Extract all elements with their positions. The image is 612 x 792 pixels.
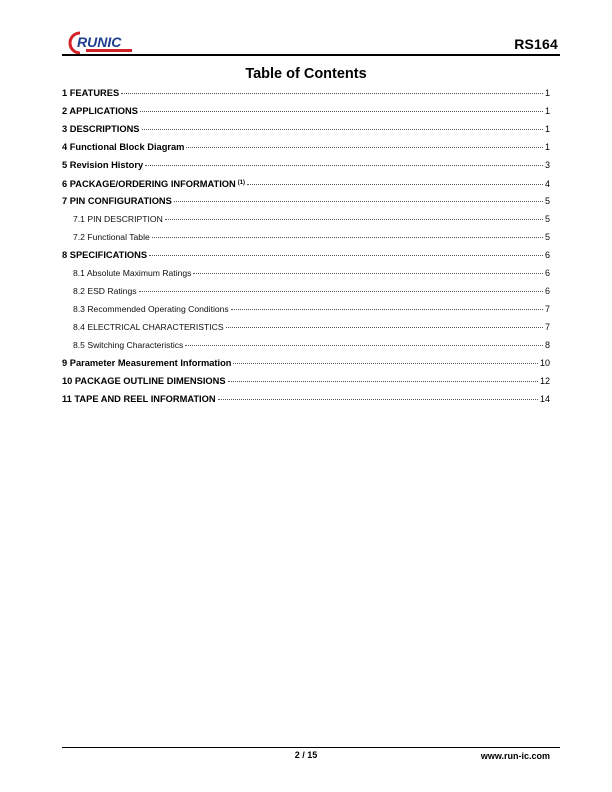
part-number: RS164 bbox=[514, 36, 558, 52]
toc-entry-label bbox=[62, 192, 172, 210]
runic-logo-graphic bbox=[66, 30, 136, 56]
toc-entry-label bbox=[73, 300, 229, 318]
toc-entry-text: 1 FEATURES bbox=[62, 88, 120, 98]
toc-entry-page: 5 bbox=[544, 196, 550, 206]
toc-entry[interactable] bbox=[62, 390, 550, 408]
dot-leader bbox=[193, 273, 543, 274]
toc-entry-text: 7.2 Functional Table bbox=[73, 232, 150, 242]
toc-entry-text: 10 PACKAGE OUTLINE DIMENSIONS bbox=[62, 376, 226, 386]
toc-entry-page: 7 bbox=[544, 322, 550, 332]
toc-entry-text: 8.4 ELECTRICAL CHARACTERISTICS bbox=[73, 322, 224, 332]
toc-entry-page: 10 bbox=[539, 358, 550, 368]
toc-entry-page: 1 bbox=[544, 142, 550, 152]
toc-entry[interactable] bbox=[62, 336, 550, 354]
toc-entry-page: 6 bbox=[544, 286, 550, 296]
toc-entry[interactable] bbox=[62, 120, 550, 138]
toc-title: Table of Contents bbox=[245, 66, 367, 82]
toc-entry-page: 1 bbox=[544, 106, 550, 116]
website-link[interactable]: www.run-ic.com bbox=[480, 751, 550, 761]
header-divider bbox=[62, 54, 560, 56]
toc-entry-page: 14 bbox=[539, 394, 550, 404]
toc-entry-page: 7 bbox=[544, 304, 550, 314]
toc-entry-page: 8 bbox=[544, 340, 550, 350]
toc-entry[interactable] bbox=[62, 264, 550, 282]
dot-leader bbox=[139, 291, 543, 292]
toc-entry-page: 6 bbox=[544, 268, 550, 278]
toc-entry-page: 5 bbox=[544, 232, 550, 242]
toc-entry[interactable] bbox=[62, 174, 550, 192]
page-indicator: 2 / 15 bbox=[294, 750, 318, 760]
toc-entry[interactable] bbox=[62, 138, 550, 156]
toc-entry-text: 8.3 Recommended Operating Conditions bbox=[73, 304, 229, 314]
toc-entry-label bbox=[62, 156, 143, 174]
toc-entry[interactable] bbox=[62, 354, 550, 372]
toc-entry-label bbox=[73, 210, 163, 228]
toc-entry-text: 8.1 Absolute Maximum Ratings bbox=[73, 268, 192, 278]
page-header bbox=[62, 30, 560, 56]
toc-entry-text: 7.1 PIN DESCRIPTION bbox=[73, 214, 163, 224]
toc-entry[interactable] bbox=[62, 102, 550, 120]
toc-entry[interactable] bbox=[62, 246, 550, 264]
toc-entry-text: 8.2 ESD Ratings bbox=[73, 286, 137, 296]
toc-entry-label bbox=[73, 282, 137, 300]
toc-entry[interactable] bbox=[62, 228, 550, 246]
toc-entry-page: 6 bbox=[544, 250, 550, 260]
toc-entry[interactable] bbox=[62, 156, 550, 174]
toc-entry-label bbox=[62, 120, 140, 138]
toc-entry-text: 6 PACKAGE/ORDERING INFORMATION bbox=[62, 179, 236, 189]
toc-entry[interactable] bbox=[62, 282, 550, 300]
toc-entry-label bbox=[73, 228, 150, 246]
toc-entry[interactable] bbox=[62, 318, 550, 336]
toc-entry-label bbox=[62, 372, 226, 390]
footer-divider bbox=[62, 747, 560, 748]
toc-entry-label bbox=[62, 84, 119, 102]
toc-entry-label bbox=[73, 336, 183, 354]
toc-entry-text: 3 DESCRIPTIONS bbox=[62, 124, 140, 134]
footnote-marker: (1) bbox=[237, 180, 246, 186]
toc-entry[interactable] bbox=[62, 84, 550, 102]
toc-entry-page: 5 bbox=[544, 214, 550, 224]
toc-entry-page: 12 bbox=[539, 376, 550, 386]
toc-entry-label bbox=[62, 102, 138, 120]
dot-leader bbox=[121, 93, 543, 94]
dot-leader bbox=[152, 237, 543, 238]
toc-entry-page: 1 bbox=[544, 124, 550, 134]
toc-entry-text: 8 SPECIFICATIONS bbox=[62, 250, 148, 260]
toc-entry-text: 7 PIN CONFIGURATIONS bbox=[62, 196, 172, 206]
toc-entry[interactable] bbox=[62, 372, 550, 390]
dot-leader bbox=[247, 184, 543, 185]
runic-logo bbox=[66, 30, 136, 56]
dot-leader bbox=[185, 345, 543, 346]
dot-leader bbox=[145, 165, 543, 166]
dot-leader bbox=[149, 255, 543, 256]
dot-leader bbox=[233, 363, 538, 364]
toc-entry-text: 4 Functional Block Diagram bbox=[62, 142, 185, 152]
toc-entry-page: 1 bbox=[544, 88, 550, 98]
toc-entry-text: 8.5 Switching Characteristics bbox=[73, 340, 184, 350]
toc-entry-label bbox=[62, 390, 216, 408]
dot-leader bbox=[165, 219, 543, 220]
logo-text: RUNIC bbox=[77, 34, 122, 50]
toc-entry-text: 5 Revision History bbox=[62, 160, 144, 170]
toc-entry[interactable] bbox=[62, 210, 550, 228]
toc-entry-label bbox=[62, 246, 147, 264]
dot-leader bbox=[226, 327, 543, 328]
table-of-contents bbox=[62, 84, 550, 408]
toc-entry-label bbox=[73, 264, 191, 282]
toc-entry-text: 2 APPLICATIONS bbox=[62, 106, 138, 116]
dot-leader bbox=[186, 147, 543, 148]
dot-leader bbox=[228, 381, 538, 382]
dot-leader bbox=[174, 201, 543, 202]
dot-leader bbox=[218, 399, 538, 400]
dot-leader bbox=[140, 111, 543, 112]
toc-entry-label bbox=[62, 354, 231, 372]
dot-leader bbox=[142, 129, 543, 130]
toc-entry-label bbox=[73, 318, 224, 336]
toc-entry-page: 3 bbox=[544, 160, 550, 170]
toc-entry[interactable] bbox=[62, 192, 550, 210]
toc-entry[interactable] bbox=[62, 300, 550, 318]
dot-leader bbox=[231, 309, 543, 310]
toc-entry-text: 11 TAPE AND REEL INFORMATION bbox=[62, 394, 216, 404]
toc-entry-label bbox=[62, 174, 245, 193]
toc-entry-text: 9 Parameter Measurement Information bbox=[62, 358, 232, 368]
toc-entry-label bbox=[62, 138, 184, 156]
toc-entry-page: 4 bbox=[544, 179, 550, 189]
